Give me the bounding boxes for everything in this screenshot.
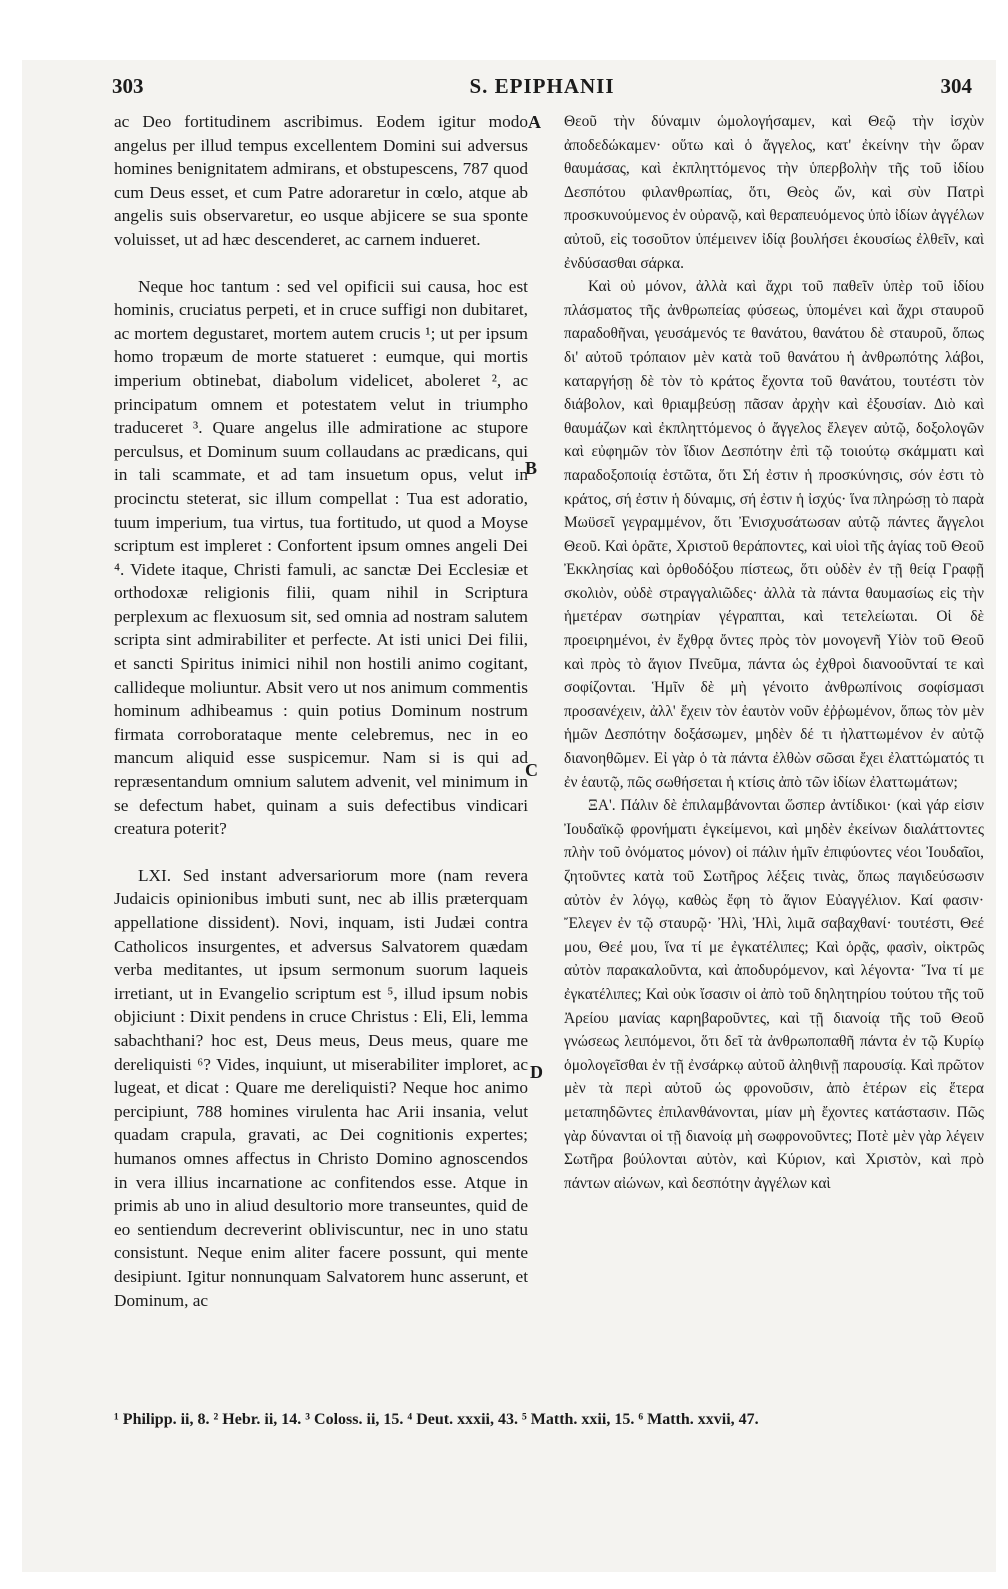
greek-paragraph: ΞΑ'. Πάλιν δὲ ἐπιλαμβάνονται ὥσπερ ἀντίδικοι· (καὶ γάρ εἰσιν Ἰουδαϊκῷ φρονήματι ἐγκείμενοι, καὶ μηδὲν ἐκείνων διαλάττοντες πλὴν τοῦ ὀνόματος μόνον) οἱ πάλιν ἡμῖν ἐπιφύοντες νέοι Ἰουδαῖοι, ζητοῦντες κατὰ τοῦ Σωτῆρος λέξεις τινὰς, ὅπως παγιδεύσωσιν αὐτὸν ἐν λόγῳ, καθὼς ἔφη τὸ ἅγιον Εὐαγγέλιον. Καί φασιν· Ἔλεγεν ἐν τῷ σταυρῷ· Ἠλὶ, Ἠλὶ, λιμᾶ σαβαχθανί· τουτέστι, Θεέ μου, Θεέ μου, ἵνα τί με ἐγκατέλιπες; Καὶ ὁρᾷς, φασὶν, οἰκτρῶς αὐτὸν παρακαλοῦντα, καὶ ἀποδυρόμενον, καὶ λέγοντα· Ἵνα τί με ἐγκατέλιπες; Καὶ οὐκ ἴσασιν οἱ ἀπὸ τοῦ δηλητηρίου τούτου τῆς τοῦ Ἀρείου μανίας καρηβαροῦντες, καὶ τῇ διανοίᾳ τῆς τοῦ Θεοῦ γνώσεως λειπόμενοι, ὅτι δεῖ τὰ ἀνθρωποπαθῆ πάντα ἐν τῷ Κυρίῳ ὁμολογεῖσθαι ἐν τῇ ἐνσάρκῳ αὐτοῦ ἀληθινῇ παρουσίᾳ. Καὶ πρῶτον μὲν τὰ περὶ αὐτοῦ ὡς φρονοῦσιν, ἀπὸ ἑτέρων εἰς ἕτερα μεταπηδῶντες ἐπιλανθάνονται, μίαν μὴ ἔχοντες κατάστασιν. Πῶς γὰρ δύνανται οἱ τῇ διανοίᾳ μὴ σωφρονοῦντες; Ποτὲ μὲν γὰρ λέγειν Σωτῆρα βούλονται αὐτὸν, καὶ Κύριον, καὶ Χριστὸν, καὶ πρὸ πάντων αἰώνων, καὶ δεσπότην ἀγγέλων καὶ (564, 797, 984, 1192)
greek-paragraph: Θεοῦ τὴν δύναμιν ὡμολογήσαμεν, καὶ Θεῷ τὴν ἰσχὺν ἀποδεδώκαμεν· οὕτω καὶ ὁ ἄγγελος, κατ' ἐκείνην τὴν ὥραν θαυμάσας, καὶ ἐκπληττόμενος τὴν ὑπερβολὴν τῆς τοῦ ἰδίου Δεσπότου φιλανθρωπίας, ὅτι, Θεὸς ὤν, καὶ σὺν Πατρὶ προσκυνούμενος ἐν οὐρανῷ, καὶ θεραπευόμενος ὑπὸ ἰδίων ἀγγέλων αὐτοῦ, εἰς τοσοῦτον ὑπέμεινεν ἰδίᾳ βουλήσει ἑκουσίως ἐλθεῖν, καὶ ἐνδύσασθαι σάρκα. (564, 113, 984, 272)
running-title: S. EPIPHANII (469, 74, 615, 98)
margin-marker-c: C (525, 760, 538, 780)
latin-paragraph: Neque hoc tantum : sed vel opificii sui causa, hoc est hominis, cruciatus perpeti, et in cruce suffigi non dubitaret, ac mortem degustaret, mortem autem crucis ¹; ut per ipsum homo tropæum de morte statueret : eumque, qui mortis imperium obtinebat, diabolum videlicet, aboleret ², ac principatum omnem et potestatem velut in triumpho traduceret ³. Quare angelus ille admiratione ac stupore perculsus, et Dominum suum collaudans ac prædicans, qui in tali scammate, et ad tam insuetum opus, velut in procinctu steterat, sic illum compellat : Tua est adoratio, tuum imperium, tua virtus, tua fortitudo, ut quod a Moyse scriptum est impleret : Confortent ipsum omnes angeli Dei ⁴. Videte itaque, Christi famuli, ac sanctæ Dei Ecclesiæ et orthodoxæ religionis filii, quam nihil in Scriptura perplexum ac flexuosum sit, sed omnia ad nostram salutem scripta sint admirabiliter et perfecte. At isti unici Dei filii, et sancti Spiritus inimici nihil non hostili animo cogitant, callideque moliuntur. Absit vero ut nos animum commentis hominum adhibeamus : quin potius Dominum nostrum firmata corroborataque mente celebremus, nec in eo mancum aliquid esse suspicemur. Nam si is qui ad repræsentandum omnium salutem advenit, vel minimum in se defectum habet, quinam a suis defectibus vindicari creatura poterit? (114, 276, 528, 839)
latin-paragraph: LXI. Sed instant adversariorum more (nam revera Judaicis opinionibus imbuti sunt, nec ab illis præterquam appellatione dissident). Novi, inquam, isti Judæi contra Catholicos insurgentes, et adversus Salvatorem quædam verba meditantes, ut ipsum sermonum suorum laqueis irretiant, ut in Evangelio scriptum est ⁵, illud ipsum nobis objiciunt : Dixit pendens in cruce Christus : Eli, Eli, lemma sabachthani? hoc est, Deus meus, Deus meus, quare me dereliquisti ⁶? Vides, inquiunt, ut miserabiliter imploret, ac lugeat, et dicat : Quare me dereliquisti? Neque hoc animo percipiunt, 788 homines virulenta hac Arii insania, velut quadam crapula, gravati, ac Dei cognitionis expertes; humanos omnes affectus in Christo Domino agnoscendos in vera illius incarnatione ac confitendos esse. Atque in primis ab uno in aliud desultorio more transeuntes, quid de eo sentiendum decreverint obliviscuntur, nec in uno statu consistunt. Neque enim aliter facere possunt, qui mente desipiunt. Igitur nonnunquam Salvatorem hunc asserunt, et Dominum, ac (114, 865, 528, 1310)
latin-paragraph: ac Deo fortitudinem ascribimus. Eodem igitur modo angelus per illud tempus excellentem Domini sui adversus homines benignitatem admirans, et obstupescens, 787 quod cum Deus esset, et cum Patre adoraretur in cœlo, atque ab angelis suis observaretur, eo usque abjicere se sua sponte voluisset, ut ad hæc descenderet, ac carnem indueret. (114, 112, 528, 249)
margin-marker-a: A (528, 112, 541, 132)
book-page (22, 60, 996, 1572)
running-header (112, 74, 972, 102)
margin-marker-b: B (525, 458, 538, 478)
footnotes: ¹ Philipp. ii, 8. ² Hebr. ii, 14. ³ Coloss. ii, 15. ⁴ Deut. xxxii, 43. ⁵ Matth. xxii, 15. ⁶ Matth. xxvii, 47. (114, 1411, 759, 1428)
page-number-left: 303 (112, 74, 144, 98)
latin-column (114, 110, 528, 1312)
greek-column (564, 110, 984, 1195)
page-number-right: 304 (940, 74, 972, 98)
greek-paragraph: Καὶ οὐ μόνον, ἀλλὰ καὶ ἄχρι τοῦ παθεῖν ὑπὲρ τοῦ ἰδίου πλάσματος τῆς ἀνθρωπείας φύσεως, ὑπομένει καὶ ἄχρι σταυροῦ παραδοθῆναι, γευσάμενός τε θανάτου, θανάτου δὲ σταυροῦ, ὅπως δι' αὐτοῦ τρόπαιον μὲν κατὰ τοῦ θανάτου ἡ ἀνθρωπότης λάβοι, καταργήσῃ δὲ τὸν τὸ κράτος ἔχοντα τοῦ θανάτου, τουτέστι τὸν διάβολον, καὶ θριαμβεύσῃ πᾶσαν ἀρχὴν καὶ ἐξουσίαν. Διὸ καὶ θαυμάζων καὶ ἐκπληττόμενος ὁ ἄγγελος ἔλεγεν αὐτῷ, δοξολογῶν καὶ εὐφημῶν τὸν ἴδιον Δεσπότην ἐπὶ τῷ τοιούτῳ σκάμματι καὶ παραδοξοποιίᾳ ἑστῶτα, ὅτι Σή ἐστιν ἡ προσκύνησις, σόν ἐστι τὸ κράτος, σή ἐστιν ἡ δύναμις, σή ἐστιν ἡ ἰσχύς· ἵνα πληρώσῃ τὸ παρὰ Μωϋσεῖ γεγραμμένον, ὅτι Ἐνισχυσάτωσαν αὐτῷ πάντες ἄγγελοι Θεοῦ. Καὶ ὁρᾶτε, Χριστοῦ θεράποντες, καὶ υἱοὶ τῆς ἁγίας τοῦ Θεοῦ Ἐκκλησίας καὶ ὀρθοδόξου πίστεως, ὅτι οὐδὲν ἐν τῇ θείᾳ Γραφῇ σκολιὸν, οὐδὲ στραγγαλιῶδες· ἀλλὰ τὰ πάντα θαυμασίως εἰς τὴν ἡμετέραν σωτηρίαν γέγραπται, καὶ τετελείωται. Οἱ δὲ προειρημένοι, ἐν ἔχθρᾳ ὄντες πρὸς τὸν μονογενῆ Υἱὸν τοῦ Θεοῦ καὶ πρὸς τὸ ἅγιον Πνεῦμα, πάντα ὡς ἐχθροὶ διανοοῦνταί τε καὶ σοφίζονται. Ἡμῖν δὲ μὴ γένοιτο ἀνθρωπίνοις σοφίσμασι προσανέχειν, ἀλλ' ἔχειν τὸν ἑαυτὸν νοῦν ἐῤῥωμένον, ὅπως τὸν μὲν ἡμῶν Δεσπότην δοξάσωμεν, μηδὲν δέ τι ἠλαττωμένον ἐν αὐτῷ διανοηθῶμεν. Εἰ γὰρ ὁ τὰ πάντα ἐλθὼν σῶσαι ἔχει ἐλαττώματός τι ἐν ἑαυτῷ, πῶς σωθήσεται ἡ κτίσις ἀπὸ τῶν ἰδίων ἐλαττωμάτων; (564, 278, 984, 791)
margin-marker-d: D (530, 1062, 543, 1082)
